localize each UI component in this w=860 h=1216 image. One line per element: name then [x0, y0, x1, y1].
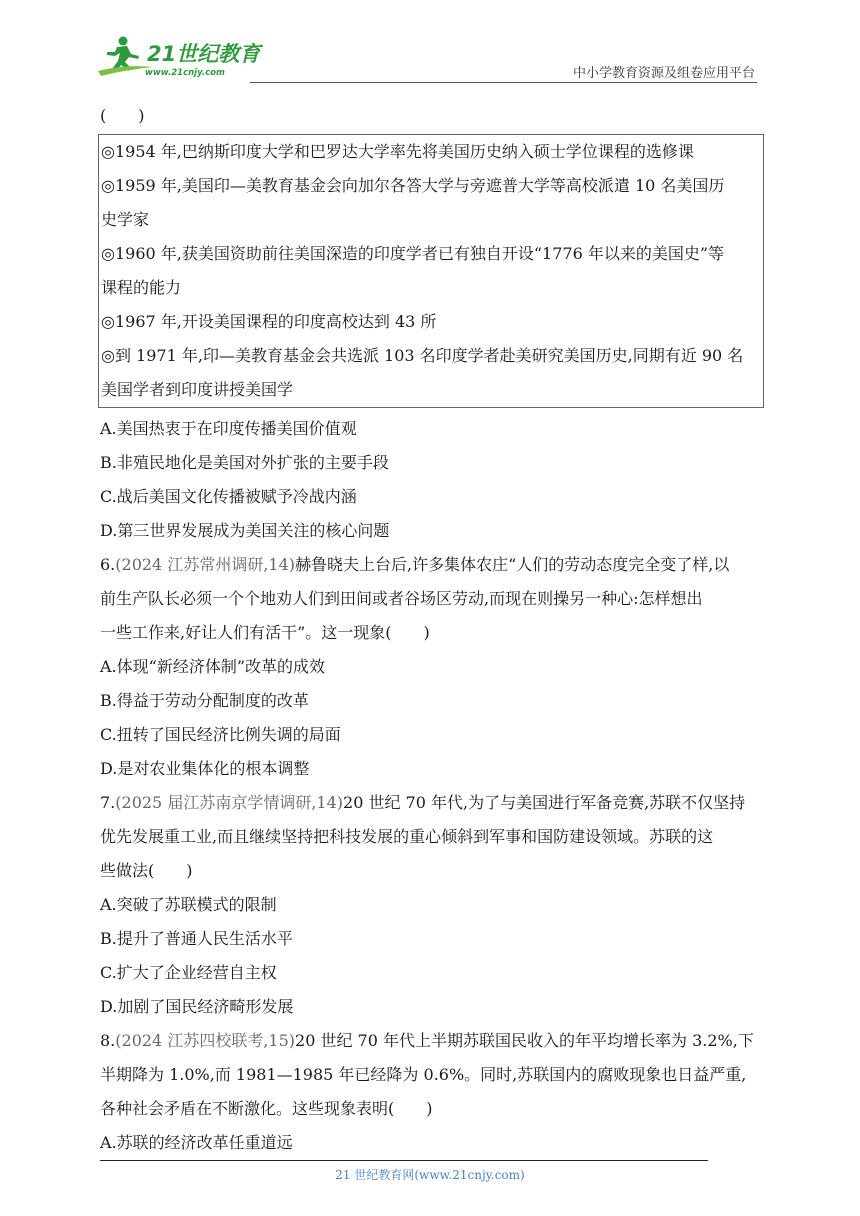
q5-material-line: ◎1967 年,开设美国课程的印度高校达到 43 所	[101, 312, 437, 331]
q5-material-line: ◎1954 年,巴纳斯印度大学和巴罗达大学率先将美国历史纳入硕士学位课程的选修课	[101, 142, 694, 161]
q5-option-d: D.第三世界发展成为美国关注的核心问题	[100, 521, 390, 540]
q5-material-line: 美国学者到印度讲授美国学	[101, 380, 294, 399]
q5-option-b: B.非殖民地化是美国对外扩张的主要手段	[100, 453, 389, 472]
footer-text[interactable]: 21 世纪教育网(www.21cnjy.com)	[335, 1168, 525, 1182]
q6-stem-line: 前生产队长必须一个个地劝人们到田间或者谷场区劳动,而现在则操另一种心:怎样想出	[100, 589, 703, 608]
brand-logo	[95, 34, 265, 78]
q8-stem	[100, 1024, 765, 1058]
q8-number: 8.	[100, 1031, 116, 1050]
footer-rule	[100, 1160, 708, 1161]
q5-material-line: ◎到 1971 年,印—美教育基金会共选派 103 名印度学者赴美研究美国历史,同期有近 90 名	[101, 346, 744, 365]
q6-option-b: B.得益于劳动分配制度的改革	[100, 691, 309, 710]
q5-material-line: 课程的能力	[101, 278, 182, 297]
page-content	[100, 104, 765, 1160]
q7-stem-text: 20 世纪 70 年代,为了与美国进行军备竞赛,苏联不仅坚持	[343, 793, 746, 812]
q8-stem-line: 半期降为 1.0%,而 1981—1985 年已经降为 0.6%。同时,苏联国内的腐败现象也日益严重,	[100, 1065, 747, 1084]
q6-option-c: C.扭转了国民经济比例失调的局面	[100, 725, 341, 744]
q6-option-a: A.体现“新经济体制”改革的成效	[100, 657, 326, 676]
q8-stem-line: 各种社会矛盾在不断激化。这些现象表明( )	[100, 1099, 433, 1118]
q7-stem-line: 些做法( )	[100, 861, 193, 880]
platform-name: 中小学教育资源及组卷应用平台	[572, 66, 755, 81]
q7-option-d: D.加剧了国民经济畸形发展	[100, 997, 294, 1016]
logo-text: 21世纪教育	[147, 42, 261, 66]
q6-stem	[100, 548, 765, 582]
q7-option-b: B.提升了普通人民生活水平	[100, 929, 293, 948]
q5-material-line: ◎1959 年,美国印—美教育基金会向加尔各答大学与旁遮普大学等高校派遣 10 名美国历	[101, 176, 725, 195]
q6-stem-line: 一些工作来,好让人们有活干”。这一现象( )	[100, 623, 430, 642]
logo-url: www.21cnjy.com	[145, 68, 225, 78]
q6-number: 6.	[100, 555, 116, 574]
q5-material-line: 史学家	[101, 210, 150, 229]
q7-option-c: C.扩大了企业经营自主权	[100, 963, 277, 982]
q8-source: (2024 江苏四校联考,15)	[115, 1031, 296, 1050]
q6-source: (2024 江苏常州调研,14)	[115, 555, 296, 574]
q7-source: (2025 届江苏南京学情调研,14)	[115, 793, 344, 812]
q5-material-box	[98, 134, 764, 408]
q7-stem-line: 优先发展重工业,而且继续坚持把科技发展的重心倾斜到军事和国防建设领域。苏联的这	[100, 827, 714, 846]
header-rule	[250, 82, 757, 83]
page-header	[95, 34, 757, 80]
q6-option-d: D.是对农业集体化的根本调整	[100, 759, 310, 778]
q5-option-a: A.美国热衷于在印度传播美国价值观	[100, 419, 357, 438]
q5-material-line: ◎1960 年,获美国资助前往美国深造的印度学者已有独自开设“1776 年以来的美国史”等	[101, 244, 725, 263]
q8-stem-text: 20 世纪 70 年代上半期苏联国民收入的年平均增长率为 3.2%,下	[295, 1031, 754, 1050]
q7-number: 7.	[100, 793, 116, 812]
q7-stem	[100, 786, 765, 820]
q6-stem-text: 赫鲁晓夫上台后,许多集体农庄“人们的劳动态度完全变了样,以	[295, 555, 730, 574]
q8-option-a: A.苏联的经济改革任重道远	[100, 1133, 293, 1152]
q7-option-a: A.突破了苏联模式的限制	[100, 895, 277, 914]
q5-answer-paren: ( )	[100, 106, 145, 125]
q5-option-c: C.战后美国文化传播被赋予冷战内涵	[100, 487, 357, 506]
